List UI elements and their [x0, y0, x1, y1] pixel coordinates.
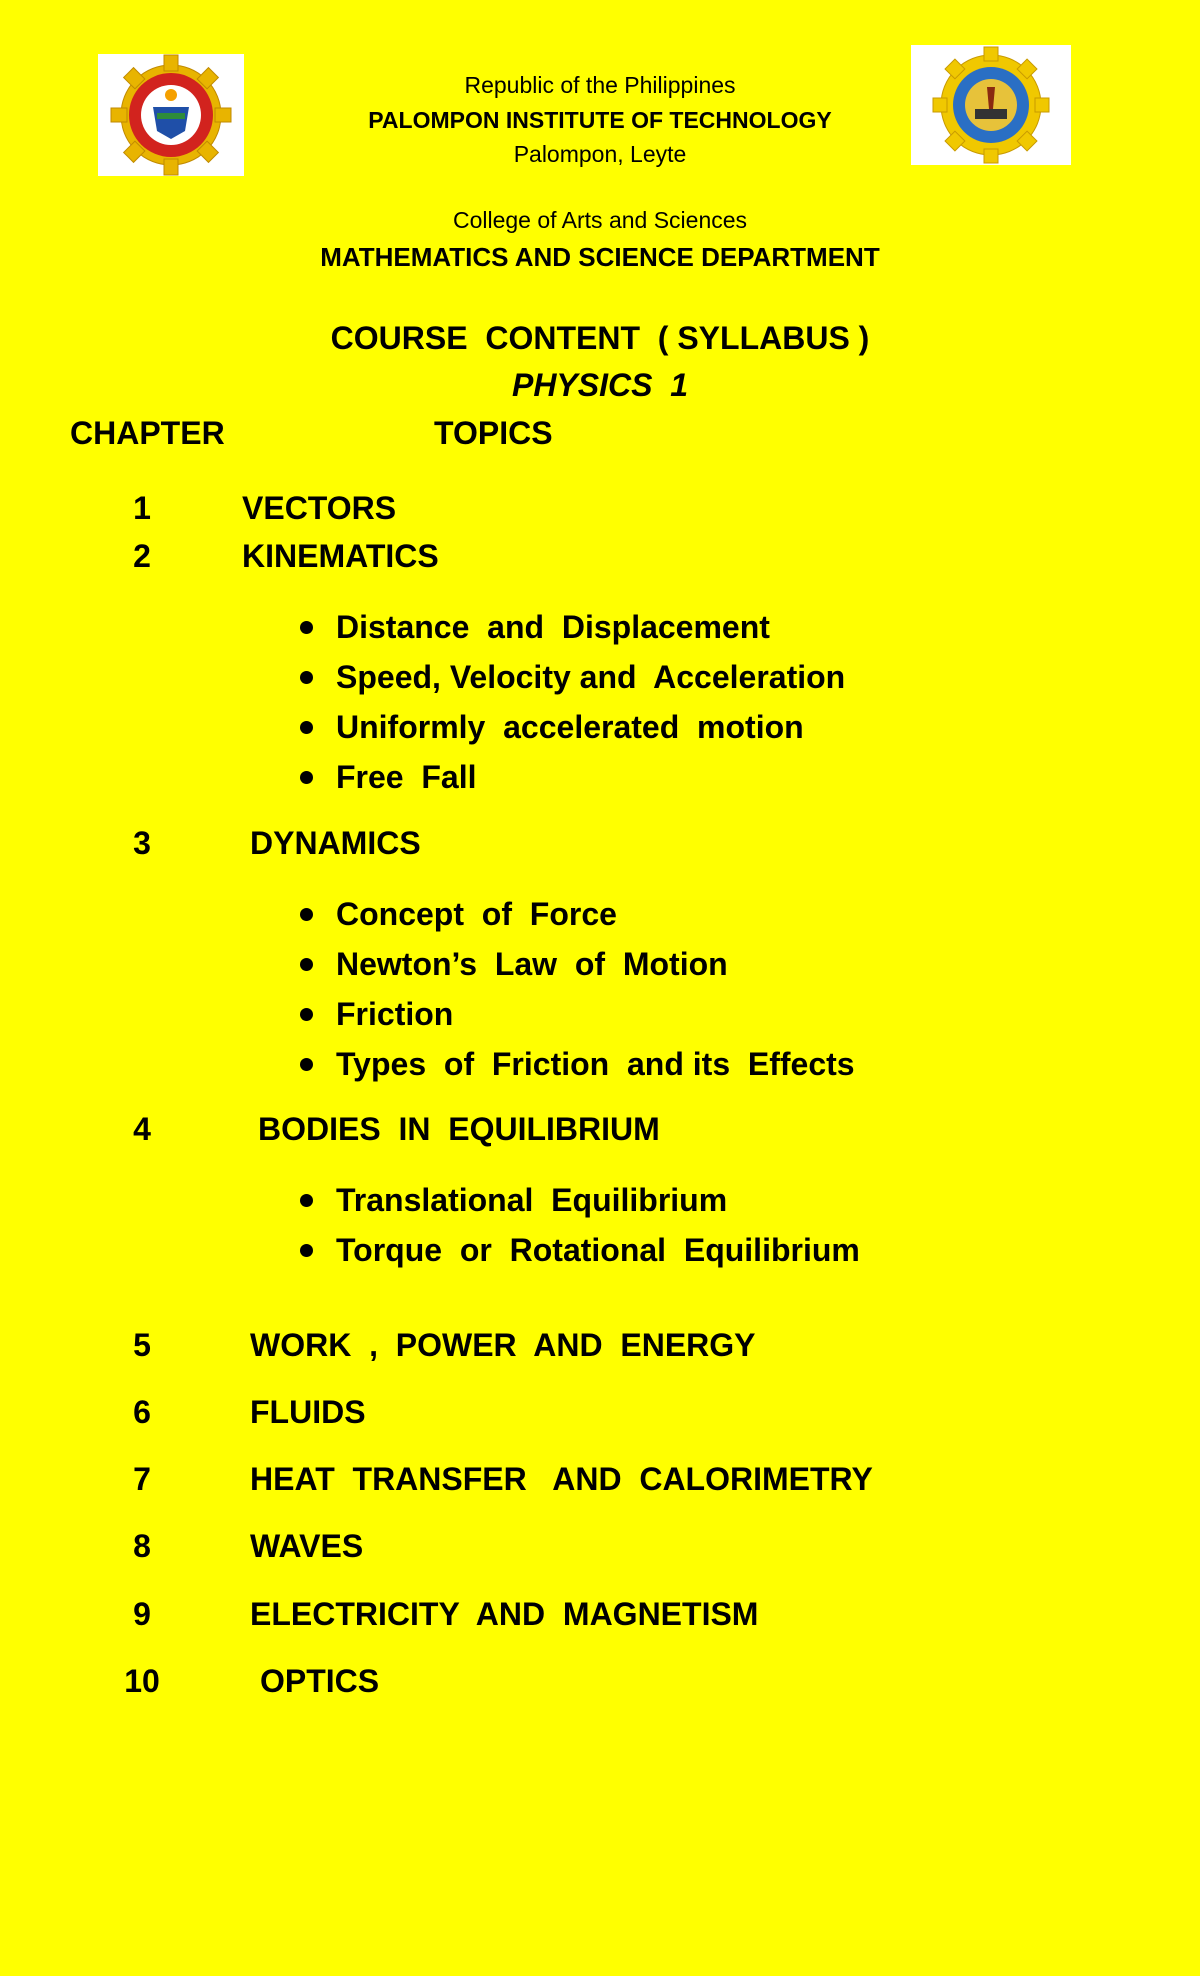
list-item	[296, 656, 845, 706]
subject-title: PHYSICS 1	[511, 367, 689, 403]
chapter-column-header: CHAPTER	[70, 415, 225, 451]
chapter-number: 1	[133, 490, 151, 526]
topic-text: Speed, Velocity and Acceleration	[336, 659, 846, 695]
list-item	[296, 706, 845, 756]
list-item	[296, 756, 845, 806]
bullet-icon	[300, 671, 313, 684]
institution-name: PALOMPON INSTITUTE OF TECHNOLOGY	[368, 107, 832, 133]
bullet-icon	[300, 621, 313, 634]
topic-text: Types of Friction and its Effects	[336, 1046, 855, 1082]
chapter-row	[0, 1528, 1200, 1568]
topic-text: Newton’s Law of Motion	[336, 946, 728, 982]
topic-list	[296, 606, 845, 806]
bullet-icon	[300, 958, 313, 971]
chapter-title: DYNAMICS	[250, 825, 421, 861]
chapter-number: 8	[133, 1528, 151, 1564]
topic-list	[296, 893, 855, 1093]
chapter-row	[0, 538, 1200, 578]
chapter-title: FLUIDS	[250, 1394, 366, 1430]
topics-column-header: TOPICS	[434, 415, 553, 451]
list-item	[296, 943, 855, 993]
chapter-row	[0, 1394, 1200, 1434]
list-item	[296, 1179, 860, 1229]
chapter-row	[0, 490, 1200, 530]
chapter-row	[0, 1111, 1200, 1151]
department-name: MATHEMATICS AND SCIENCE DEPARTMENT	[320, 242, 880, 272]
bullet-icon	[300, 1058, 313, 1071]
bullet-icon	[300, 1008, 313, 1021]
list-item	[296, 606, 845, 656]
chapter-title: WAVES	[250, 1528, 364, 1564]
chapter-number: 7	[133, 1461, 151, 1497]
course-title: COURSE CONTENT ( SYLLABUS )	[330, 320, 870, 356]
topic-text: Translational Equilibrium	[336, 1182, 728, 1218]
republic-line: Republic of the Philippines	[464, 72, 736, 98]
chapter-number: 6	[133, 1394, 151, 1430]
chapter-title: BODIES IN EQUILIBRIUM	[258, 1111, 660, 1147]
chapter-number: 5	[133, 1327, 151, 1363]
chapter-title: VECTORS	[242, 490, 397, 526]
chapter-title: WORK , POWER AND ENERGY	[250, 1327, 756, 1363]
chapter-number: 2	[133, 538, 151, 574]
chapter-row	[0, 1663, 1200, 1703]
chapter-title: ELECTRICITY AND MAGNETISM	[250, 1596, 759, 1632]
college-name: College of Arts and Sciences	[452, 207, 748, 233]
topic-text: Torque or Rotational Equilibrium	[336, 1232, 860, 1268]
topic-text: Concept of Force	[336, 896, 617, 932]
chapter-title: HEAT TRANSFER AND CALORIMETRY	[250, 1461, 873, 1497]
bullet-icon	[300, 908, 313, 921]
topic-text: Uniformly accelerated motion	[336, 709, 804, 745]
chapter-row	[0, 1596, 1200, 1636]
bullet-icon	[300, 721, 313, 734]
institution-location: Palompon, Leyte	[513, 141, 687, 167]
topic-text: Free Fall	[336, 759, 477, 795]
topic-text: Distance and Displacement	[336, 609, 770, 645]
list-item	[296, 1043, 855, 1093]
chapter-number: 3	[133, 825, 151, 861]
chapter-number: 4	[133, 1111, 151, 1147]
topic-text: Friction	[336, 996, 454, 1032]
chapter-row	[0, 825, 1200, 865]
chapter-number: 10	[124, 1663, 160, 1699]
chapter-number: 9	[133, 1596, 151, 1632]
topic-list	[296, 1179, 860, 1279]
bullet-icon	[300, 771, 313, 784]
chapter-title: OPTICS	[260, 1663, 380, 1699]
list-item	[296, 1229, 860, 1279]
list-item	[296, 893, 855, 943]
list-item	[296, 993, 855, 1043]
chapter-title: KINEMATICS	[242, 538, 439, 574]
bullet-icon	[300, 1194, 313, 1207]
chapter-row	[0, 1461, 1200, 1501]
bullet-icon	[300, 1244, 313, 1257]
chapter-row	[0, 1327, 1200, 1367]
